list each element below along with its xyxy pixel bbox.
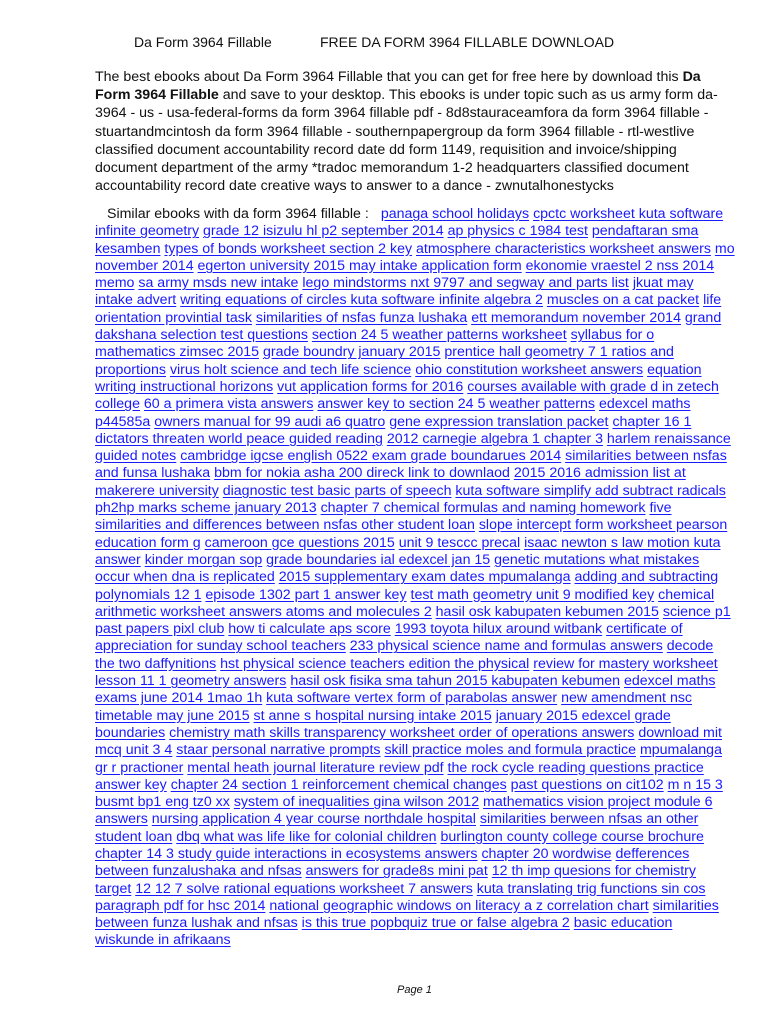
ebook-link[interactable]: answers for grade8s mini pat bbox=[305, 863, 488, 880]
ebook-link[interactable]: cambridge igcse english 0522 exam grade boundarues 2014 bbox=[180, 448, 562, 465]
similar-links bbox=[95, 206, 735, 948]
ebook-link[interactable]: harlem renaissance guided notes bbox=[95, 430, 731, 465]
intro-prefix: The best ebooks about Da Form 3964 Fillable that you can get for free here by download this bbox=[95, 69, 683, 85]
ebook-link[interactable]: kuta software vertex form of parabolas answer bbox=[266, 690, 558, 707]
ebook-link[interactable]: chemistry math skills transparency worksheet order of operations answers bbox=[169, 724, 635, 741]
ebook-link[interactable]: 1993 toyota hilux around witbank bbox=[394, 621, 603, 638]
ebook-link[interactable]: 2012 carnegie algebra 1 chapter 3 bbox=[386, 430, 603, 447]
ebook-link[interactable]: test math geometry unit 9 modified key bbox=[410, 586, 655, 603]
ebook-link[interactable]: edexcel maths exams june 2014 1mao 1h bbox=[95, 673, 716, 707]
ebook-link[interactable]: vut application forms for 2016 bbox=[277, 378, 464, 395]
ebook-link[interactable]: review for mastery worksheet lesson 11 1 geometry answers bbox=[95, 655, 718, 690]
ebook-link[interactable]: episode 1302 part 1 answer key bbox=[205, 586, 407, 603]
ebook-link[interactable]: defferences between funzalushaka and nfsas bbox=[95, 845, 690, 880]
ebook-link[interactable]: edexcel maths p44585a bbox=[95, 396, 691, 430]
ebook-link[interactable]: owners manual for 99 audi a6 quatro bbox=[154, 413, 386, 430]
ebook-link[interactable]: bbm for nokia asha 200 direck link to downlaod bbox=[214, 465, 510, 482]
ebook-link[interactable]: chapter 20 wordwise bbox=[481, 845, 612, 862]
page-number: Page 1 bbox=[397, 984, 432, 996]
ebook-link[interactable]: chapter 14 3 study guide interactions in ecosystems answers bbox=[95, 845, 478, 862]
ebook-link[interactable]: similarities berween nfsas an other student loan bbox=[95, 811, 699, 845]
ebook-link[interactable]: ekonomie vraestel 2 nss 2014 memo bbox=[95, 257, 715, 292]
ebook-link[interactable]: cameroon gce questions 2015 bbox=[204, 534, 395, 551]
ebook-link[interactable]: kuta translating trig functions sin cos bbox=[476, 880, 706, 897]
ebook-link[interactable]: answer key to section 24 5 weather patterns bbox=[317, 396, 596, 413]
ebook-link[interactable]: mo november 2014 bbox=[95, 240, 735, 274]
ebook-link[interactable]: mathematics vision project module 6 answers bbox=[95, 794, 713, 828]
ebook-link[interactable]: past questions on cit102 bbox=[510, 776, 664, 793]
intro-paragraph bbox=[95, 68, 735, 195]
header-title: Da Form 3964 Fillable bbox=[134, 34, 272, 50]
ebook-link[interactable]: life orientation provintial task bbox=[95, 292, 722, 326]
intro-bold-title: Da Form 3964 Fillable bbox=[95, 69, 701, 104]
ebook-link[interactable]: is this true popbquiz true or false algebra 2 bbox=[301, 915, 570, 932]
ebook-link[interactable]: virus holt science and tech life science bbox=[169, 361, 412, 378]
ebook-link[interactable]: download mit mcq unit 3 4 bbox=[95, 724, 722, 759]
header-download-title: FREE DA FORM 3964 FILLABLE DOWNLOAD bbox=[320, 34, 615, 50]
ebook-link[interactable]: mental heath journal literature review pdf bbox=[187, 759, 444, 776]
ebook-link[interactable]: 2015 supplementary exam dates mpumalanga bbox=[278, 569, 571, 586]
similar-ebooks bbox=[95, 206, 735, 950]
ebook-link[interactable]: ph2hp marks scheme january 2013 bbox=[95, 500, 317, 517]
ebook-link[interactable]: 2015 2016 admission list at makerere university bbox=[95, 465, 686, 499]
ebook-link[interactable]: skill practice moles and formula practice bbox=[384, 742, 636, 759]
ebook-link[interactable]: hasil osk kabupaten kebumen 2015 bbox=[435, 603, 659, 620]
ebook-link[interactable]: 12 12 7 solve rational equations worksheet 7 answers bbox=[135, 880, 473, 897]
ebook-link[interactable]: lego mindstorms nxt 9797 and segway and parts list bbox=[302, 275, 629, 292]
ebook-link[interactable]: panaga school holidays bbox=[380, 206, 530, 222]
ebook-link[interactable]: atmosphere characteristics worksheet answers bbox=[416, 240, 711, 257]
ebook-link[interactable]: types of bonds worksheet section 2 key bbox=[164, 240, 413, 257]
ebook-link[interactable]: dbq what was life like for colonial children bbox=[176, 828, 437, 845]
ebook-link[interactable]: ap physics c 1984 test bbox=[447, 223, 588, 240]
ebook-link[interactable]: isaac newton s law motion kuta answer bbox=[95, 534, 721, 568]
ebook-link[interactable]: adding and subtracting polynomials 12 1 bbox=[95, 569, 719, 603]
ebook-link[interactable]: 60 a primera vista answers bbox=[143, 396, 314, 413]
ebook-link[interactable]: chapter 16 1 dictators threaten world peace guided reading bbox=[95, 413, 692, 447]
ebook-link[interactable]: how ti calculate aps score bbox=[228, 621, 391, 638]
ebook-link[interactable]: system of inequalities gina wilson 2012 bbox=[233, 794, 480, 811]
ebook-link[interactable]: similarities between funza lushak and nfsas bbox=[95, 897, 719, 932]
ebook-link[interactable]: syllabus for o mathematics zimsec 2015 bbox=[95, 327, 655, 361]
ebook-link[interactable]: the rock cycle reading questions practice answer key bbox=[95, 759, 704, 793]
ebook-link[interactable]: cpctc worksheet kuta software infinite geometry bbox=[95, 206, 724, 240]
ebook-link[interactable]: nursing application 4 year course northdale hospital bbox=[151, 811, 476, 828]
ebook-link[interactable]: january 2015 edexcel grade boundaries bbox=[95, 707, 671, 741]
ebook-link[interactable]: chapter 7 chemical formulas and naming homework bbox=[320, 500, 646, 517]
ebook-link[interactable]: grade 12 isizulu hl p2 september 2014 bbox=[203, 223, 444, 240]
ebook-link[interactable]: grade boundry january 2015 bbox=[262, 344, 441, 361]
similar-lead: Similar ebooks with da form 3964 fillable : bbox=[107, 206, 369, 222]
ebook-link[interactable]: chapter 24 section 1 reinforcement chemical changes bbox=[170, 776, 507, 793]
ebook-link[interactable]: kinder morgan sop bbox=[144, 551, 263, 568]
ebook-link[interactable]: gene expression translation packet bbox=[389, 413, 609, 430]
ebook-link[interactable]: certificate of appreciation for sunday school teachers bbox=[95, 621, 683, 655]
ebook-link[interactable]: kuta software simplify add subtract radicals bbox=[455, 482, 726, 499]
ebook-link[interactable]: burlington county college course brochure bbox=[440, 828, 704, 845]
ebook-link[interactable]: jkuat may intake advert bbox=[95, 275, 694, 309]
ebook-link[interactable]: 12 th imp quesions for chemistry target bbox=[95, 863, 696, 897]
ebook-link[interactable]: sa army msds new intake bbox=[138, 275, 299, 292]
ebook-link[interactable]: five similarities and differences between nsfas other student loan bbox=[95, 500, 672, 534]
ebook-link[interactable]: prentice hall geometry 7 1 ratios and proportions bbox=[95, 344, 674, 378]
ebook-link[interactable]: equation writing instructional horizons bbox=[95, 361, 702, 395]
ebook-link[interactable]: similarities between nsfas and funsa lushaka bbox=[95, 448, 727, 482]
ebook-link[interactable]: paragraph pdf for hsc 2014 bbox=[95, 897, 266, 914]
ebook-link[interactable]: staar personal narrative prompts bbox=[176, 742, 381, 759]
intro-suffix: and save to your desktop. This ebooks is under topic such as us army form da-3964 - us - usa-federal-forms da form 3964 fillable pdf - 8d8stauraceamfora da form 3964 fillable - stuartandmcintosh da form 3964 fillable - southernpapergroup da form 3964 fillable - rtl-westlive classified document accountability record date dd form 1149, requisition and invoice/shipping document department of the army *tradoc memorandum 1-2 headquarters classified document accountability record date creative ways to answer to a dance - zwnutalhonestycks bbox=[95, 87, 718, 195]
ebook-link[interactable]: unit 9 tesccc precal bbox=[398, 534, 521, 551]
ebook-link[interactable]: ohio constitution worksheet answers bbox=[415, 361, 644, 378]
ebook-link[interactable]: st anne s hospital nursing intake 2015 bbox=[253, 707, 492, 724]
ebook-link[interactable]: m n 15 3 busmt bp1 eng tz0 xx bbox=[95, 776, 723, 811]
ebook-link[interactable]: diagnostic test basic parts of speech bbox=[222, 482, 452, 499]
ebook-link[interactable]: section 24 5 weather patterns worksheet bbox=[311, 327, 567, 344]
ebook-link[interactable]: grade boundaries ial edexcel jan 15 bbox=[266, 551, 491, 568]
ebook-link[interactable]: writing equations of circles kuta software infinite algebra 2 bbox=[180, 292, 543, 309]
ebook-link[interactable]: national geographic windows on literacy a z correlation chart bbox=[269, 897, 649, 914]
ebook-link[interactable]: muscles on a cat packet bbox=[546, 292, 700, 309]
ebook-link[interactable]: egerton university 2015 may intake application form bbox=[197, 257, 522, 274]
ebook-link[interactable]: decode the two daffynitions bbox=[95, 638, 714, 672]
ebook-link[interactable]: chemical arithmetic worksheet answers atoms and molecules 2 bbox=[95, 586, 715, 620]
ebook-link[interactable]: similarities of nsfas funza lushaka bbox=[255, 309, 468, 326]
ebook-link[interactable]: genetic mutations what mistakes occur when dna is replicated bbox=[95, 551, 700, 586]
ebook-link[interactable]: hasil osk fisika sma tahun 2015 kabupaten kebumen bbox=[290, 673, 621, 690]
ebook-link[interactable]: science p1 past papers pixl club bbox=[95, 603, 731, 638]
ebook-link[interactable]: pendaftaran sma kesamben bbox=[95, 223, 699, 257]
ebook-link[interactable]: ett memorandum november 2014 bbox=[471, 309, 681, 326]
ebook-link[interactable]: grand dakshana selection test questions bbox=[95, 309, 722, 344]
ebook-link[interactable]: mpumalanga gr r practioner bbox=[95, 742, 722, 776]
ebook-link[interactable]: hst physical science teachers edition the physical bbox=[220, 655, 530, 672]
ebook-link[interactable]: new amendment nsc timetable may june 2015 bbox=[95, 690, 693, 724]
ebook-link[interactable]: 233 physical science name and formulas answers bbox=[349, 638, 663, 655]
ebook-link[interactable]: basic education wiskunde in afrikaans bbox=[95, 915, 673, 949]
ebook-link[interactable]: courses available with grade d in zetech college bbox=[95, 378, 719, 413]
ebook-link[interactable]: slope intercept form worksheet pearson education form g bbox=[95, 517, 728, 551]
